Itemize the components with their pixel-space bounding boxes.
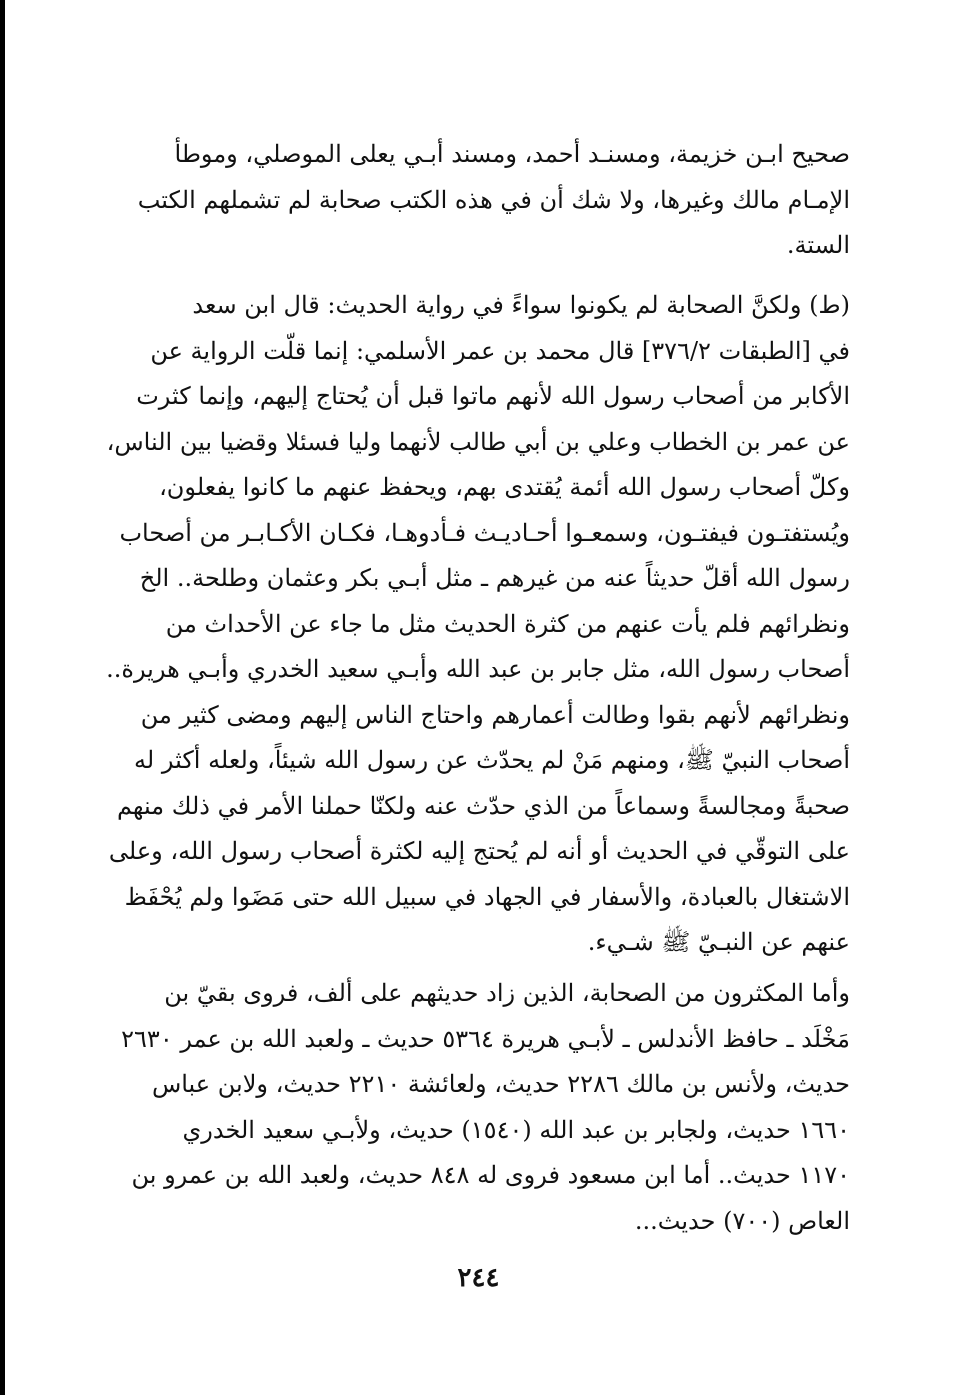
text-line: ١٦٦٠ حديث، ولجابر بن عبد الله (١٥٤٠) حديث، ولأبـي سعيد الخدري: [182, 1115, 850, 1144]
scan-border: [0, 0, 5, 1395]
paragraph-sources: [100, 132, 850, 269]
text-line: الإمـام مالك وغيرها، ولا شك أن في هذه الكتب صحابة لم تشملهم الكتب: [137, 185, 850, 214]
text-line: عنهم عن النبـيّ ﷺ شـيء.: [587, 928, 850, 956]
paragraph-prolific-narrators: [100, 971, 850, 1244]
text-line: في [الطبقات ٣٧٦/٢] قال محمد بن عمر الأسلمي: إنما قلّت الرواية عن: [150, 336, 850, 365]
text-line: صحبةً ومجالسةً وسماعاً من الذي حدّث عنه ولكنّا حملنا الأمر في ذلك منهم: [116, 791, 850, 820]
text-line: مَخْلَد ـ حافظ الأندلس ـ لأبـي هريرة ٥٣٦٤ حديث ـ ولعبد الله بن عمر ٢٦٣٠: [121, 1024, 850, 1053]
text-line: ونظرائهم لأنهم بقوا وطالت أعمارهم واحتاج الناس إليهم ومضى كثير من: [140, 700, 850, 729]
text-line: أصحاب رسول الله، مثل جابر بن عبد الله وأبـي سعيد الخدري وأبـي هريرة..: [106, 655, 850, 683]
text-line: (ط) ولكنَّ الصحابة لم يكونوا سواءً في رواية الحديث: قال ابن سعد: [192, 291, 850, 319]
text-line: أصحاب النبيّ ﷺ، ومنهم مَنْ لم يحدّث عن رسول الله شيئاً، ولعله أكثر له: [134, 746, 850, 774]
text-line: الاشتغال بالعبادة، والأسفار في الجهاد في سبيل الله حتى مَضَوا ولم يُحْفَظ: [124, 882, 850, 911]
text-line: حديث، ولأنس بن مالك ٢٢٨٦ حديث، ولعائشة ٢٢١٠ حديث، ولابن عباس: [151, 1070, 850, 1098]
text-line: الستة.: [786, 231, 850, 259]
text-line: على التوقّي في الحديث أو أنه لم يُحتج إليه لكثرة أصحاب رسول الله، وعلى: [108, 837, 850, 865]
text-line: ويُستفتـون فيفتـون، وسمعـوا أحـاديـث فـأدوهـا، فكـان الأكـابـر من أصحاب: [119, 518, 850, 547]
page-number: ٢٤٤: [457, 1263, 500, 1293]
text-line: وأما المكثرون من الصحابة، الذين زاد حديثهم على ألف، فروى بقيّ بن: [164, 979, 850, 1007]
text-line: العاص (٧٠٠) حديث...: [634, 1206, 850, 1235]
text-line: الأكابر من أصحاب رسول الله لأنهم ماتوا قبل أن يُحتاج إليهم، وإنما كثرت: [136, 382, 850, 410]
text-line: رسول الله أقلّ حديثاً عنه من غيرهم ـ مثل أبـي بكر وعثمان وطلحة.. الخ: [139, 564, 850, 592]
text-line: ١١٧٠ حديث.. أما ابن مسعود فروى له ٨٤٨ حديث، ولعبد الله بن عمرو بن: [131, 1161, 850, 1189]
text-line: وكلّ أصحاب رسول الله أئمة يُقتدى بهم، ويحفظ عنهم ما كانوا يفعلون،: [159, 473, 850, 501]
text-line: ونظرائهم فلم يأت عنهم من كثرة الحديث مثل ما جاء عن الأحداث من: [165, 609, 850, 638]
text-line: صحيح ابـن خزيمة، ومسنـد أحمد، ومسند أبـي يعلى الموصلي، وموطأ: [174, 140, 850, 168]
text-line: عن عمر بن الخطاب وعلي بن أبي طالب لأنهما وليا فسئلا وقضيا بين الناس،: [106, 427, 850, 456]
paragraph-companions-narration: [100, 283, 850, 966]
